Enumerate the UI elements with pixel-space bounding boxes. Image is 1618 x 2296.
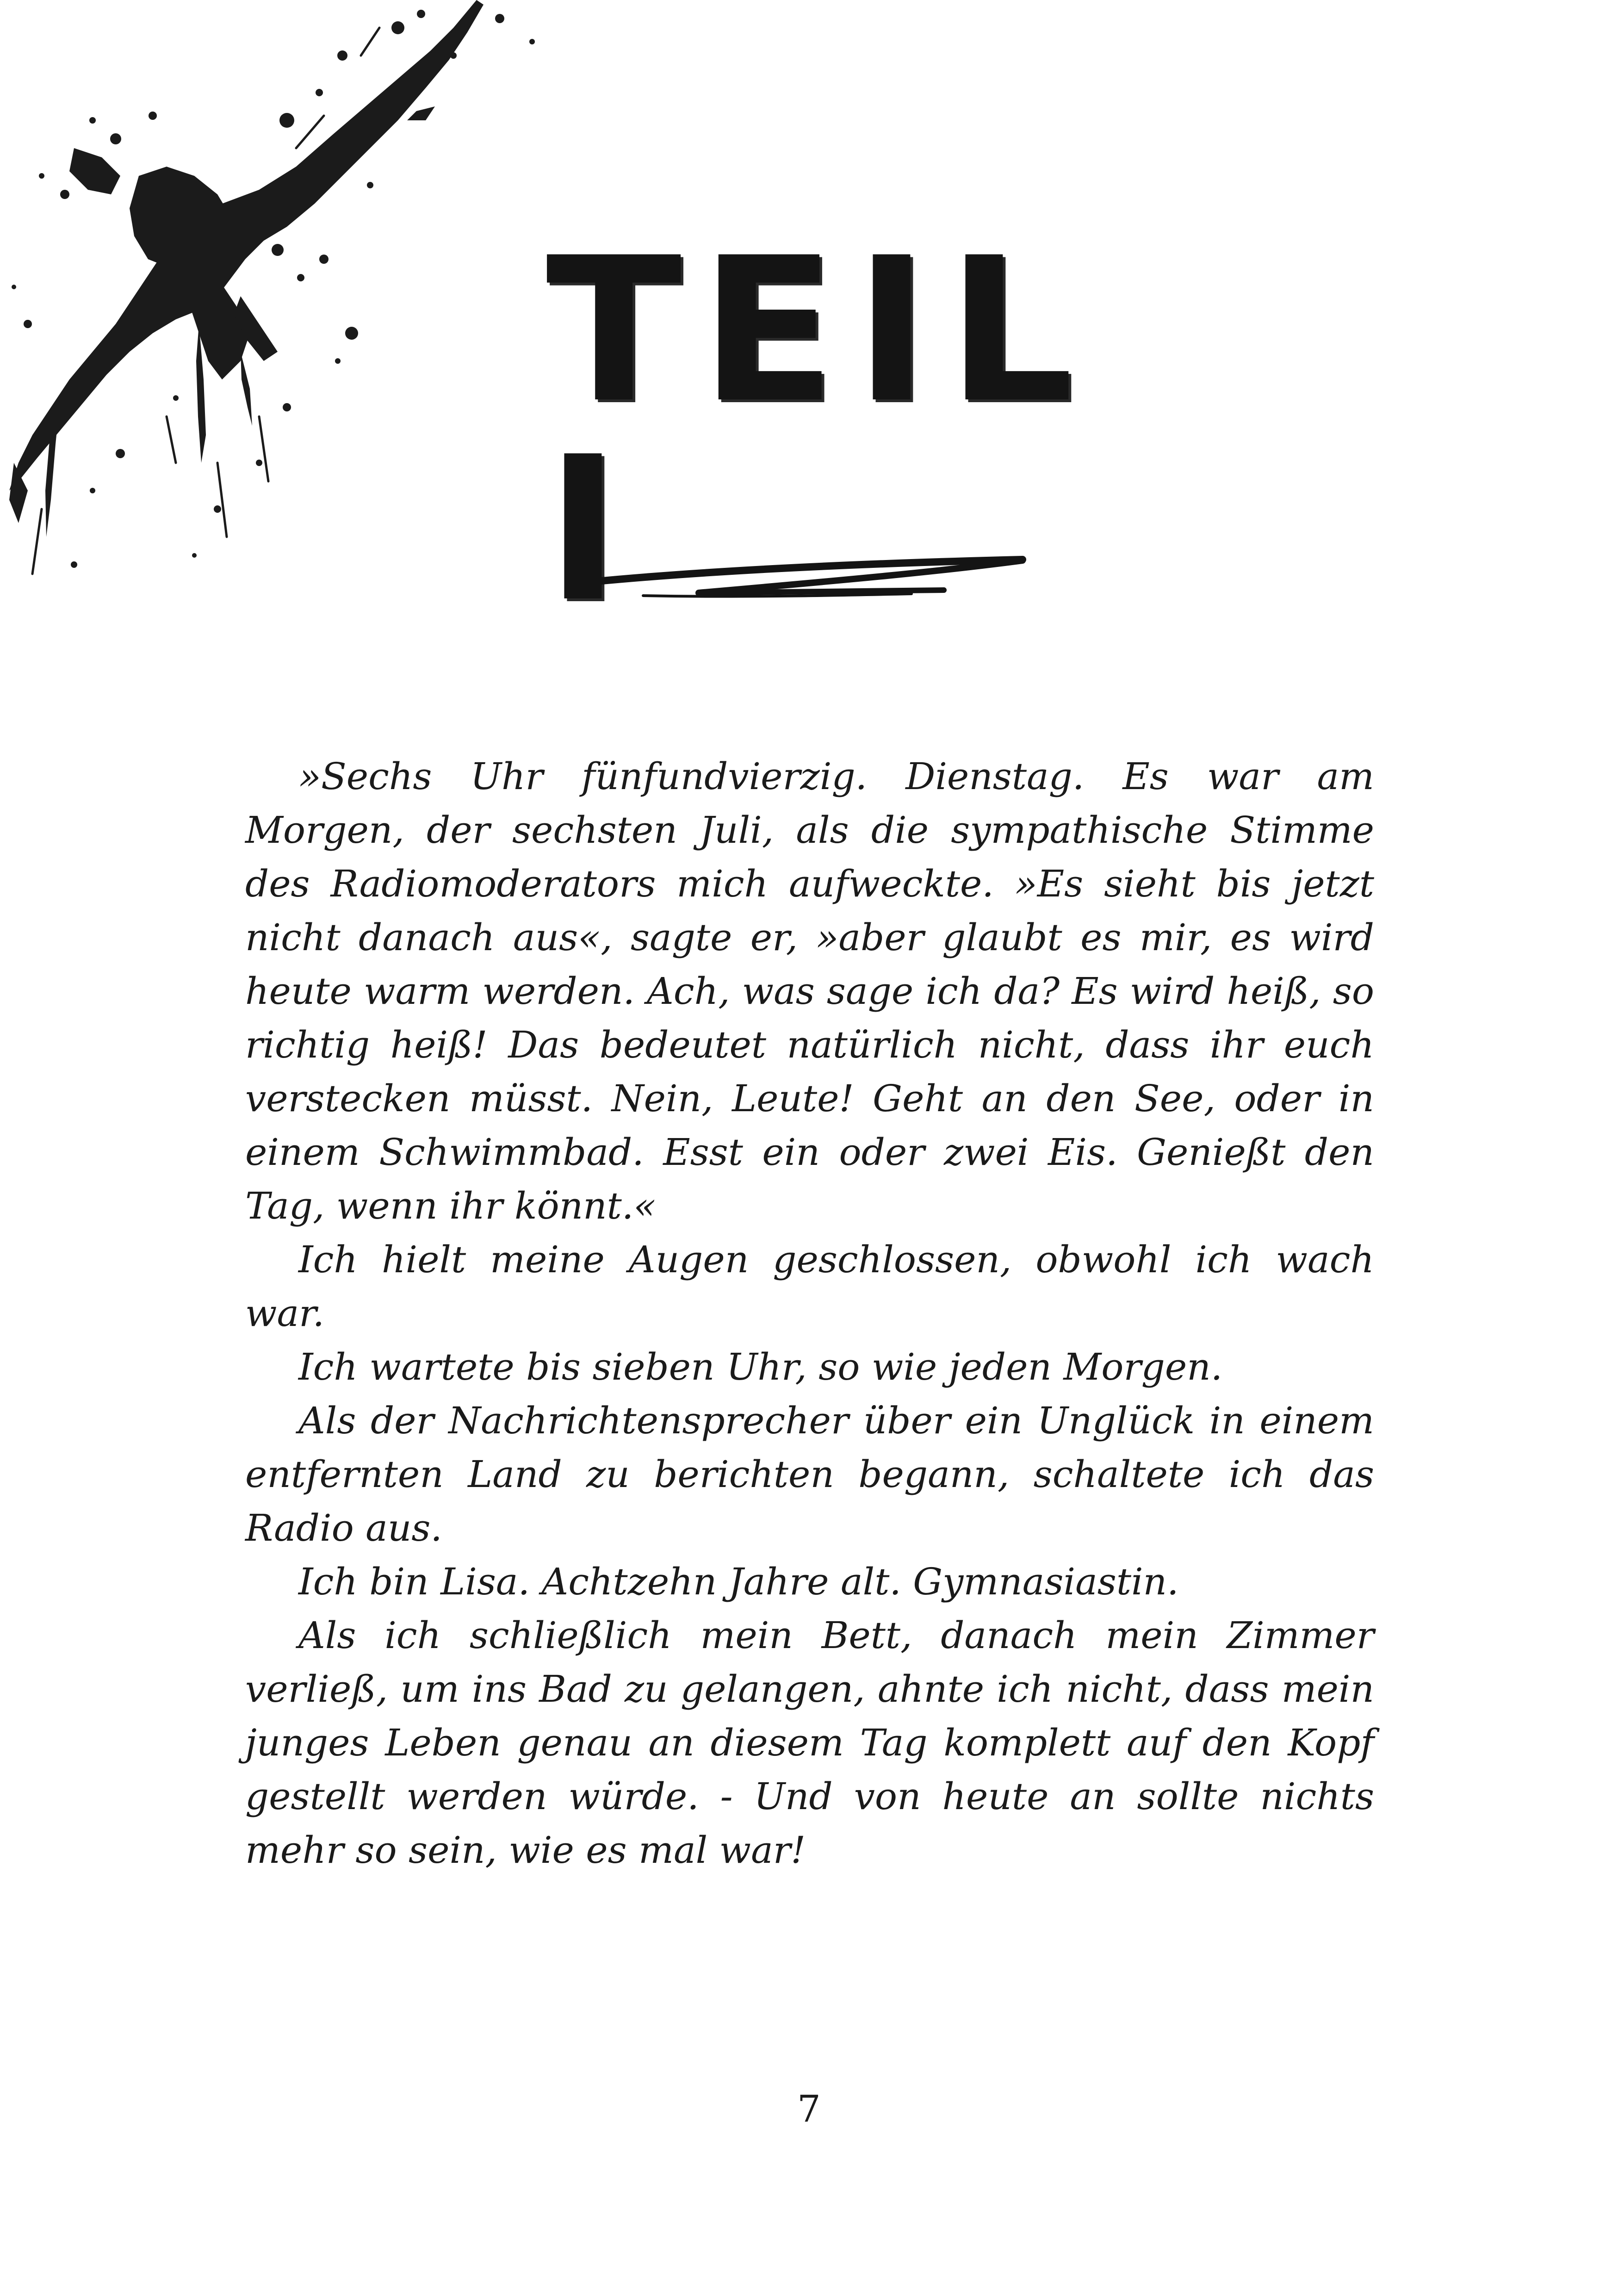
chapter-text (245, 750, 1374, 1877)
paragraph: Als der Nachrichtensprecher über ein Unglück in einem entfernten Land zu berichten begann, schaltete ich das Radio aus. (245, 1399, 1374, 1549)
part-title: TEIL I (546, 215, 1093, 646)
paragraph: Ich hielt meine Augen geschlossen, obwohl ich wach war. (245, 1238, 1374, 1335)
paragraph: Ich bin Lisa. Achtzehn Jahre alt. Gymnasiastin. (298, 1560, 1179, 1603)
title-underline-brush-stroke (588, 553, 1036, 609)
paragraph: »Sechs Uhr fünfundvierzig. Dienstag. Es war am Morgen, der sechsten Juli, als die sympathische Stimme des Radiomoderators mich aufweckte. »Es sieht bis jetzt nicht danach aus«, sagte er, »aber glaubt es mir, es wird heute warm werden. Ach, was sage ich da? Es wird heiß, so richtig heiß! Das bedeutet natürlich nicht, dass ihr euch verstecken müsst. Nein, Leute! Geht an den See, oder in einem Schwimmbad. Esst ein oder zwei Eis. Genießt den Tag, wenn ihr könnt.« (245, 755, 1374, 1227)
page-number: 7 (797, 2087, 821, 2130)
paragraph: Ich wartete bis sieben Uhr, so wie jeden Morgen. (298, 1345, 1223, 1388)
ink-splash-illustration (0, 0, 578, 611)
paragraph: Als ich schließlich mein Bett, danach mein Zimmer verließ, um ins Bad zu gelangen, ahnte ich nicht, dass mein junges Leben genau an diesem Tag komplett auf den Kopf gestellt werden würde. - Und von heute an sollte nichts mehr so sein, wie es mal war! (245, 1614, 1374, 1872)
